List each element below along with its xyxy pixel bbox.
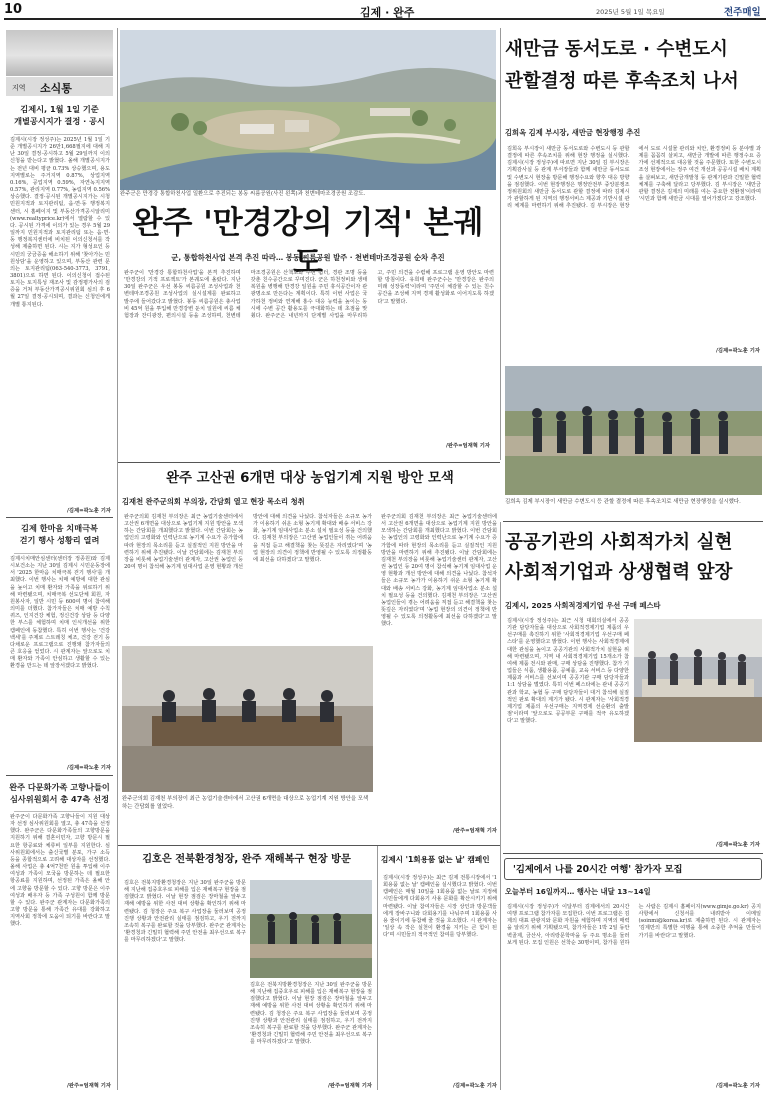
officials-site-visit-photo (505, 366, 762, 495)
right1-photo (505, 366, 762, 495)
bottom-right-body: 김제시(시장 정성주)가 이달부터 김제에서의 20시간 여행 프로그램 참가자를 모집한다. 이번 프로그램은 김제의 대표 관광지와 문화 자원을 체험하며 지역의 매력을 알리기 위해 기획됐으며, 참가자들은 1박 2일 동안 벽골제, 금산사, 아리랑문학마을 등 주요 명소를 둘러보게 된다. 모집 인원은 선착순 30명이며, 참가를 원하는 사람은 김제시 홈페이지(www.gimje.go.kr) 공지사항에서 신청서를 내려받아 이메일(soinmi@korea.kr)로 제출하면 된다. 시 관계자는 '김제만의 특별한 여행을 통해 소중한 추억을 만들어 가기를 바란다'고 말했다. (507, 904, 761, 946)
bottom-left-photo (250, 880, 372, 978)
newspaper-name: 전주매일 (724, 7, 761, 18)
middle-photo (122, 646, 373, 792)
brief1-title (6, 103, 113, 129)
section-title: 김제 · 완주 (360, 6, 415, 19)
bottom-left-byline: /완주=엄재혁 기자 (327, 1083, 372, 1089)
bottom-right-subhead: 오늘부터 16일까지… 행사는 내달 13~14일 (505, 887, 651, 896)
sidebar-banner (6, 30, 113, 76)
brief1-body: 김제시(시장 정성주)는 2025년 1월 1일 기준 개별공시지가 26만1,668필지에 대해 지난 30일 결정·공시하고 5월 29일까지 이의신청을 받는다고 밝혔다. 올해 개별공시지가는 전년 대비 평균 0.73% 상승했으며, 용도지역별로는 주거지역 0.87%, 상업지역 0.16%, 공업지역 0.59%, 자연녹지지역 0.57%, 관리지역 0.77%, 농림지역 0.56% 상승했다. 결정·공시된 개별공시지가는 시청 민원지적과 토지관리팀, 읍·면·동 행정복지센터, 시 홈페이지 및 부동산가격공시알리미(www.realtyprice.kr)에서 열람할 수 있다. 공시된 가격에 이의가 있는 경우 5월 29일까지 민원지적과 토지관리팀 또는 읍·면·동 행정복지센터에 비치된 이의신청서를 작성해 제출하면 된다. 시는 지가 형성요인 등 시민의 궁금증을 해소하기 위해 '찾아가는 민원상담'을 운영하고 있으며, 부동산 관련 문의는 토지관리팀(063-540-3773, 3791, 3801)으로 하면 된다. 이의신청이 접수된 토지는 토지특성 재조사 및 감정평가사의 검증을 거쳐 부동산가격공시위원회 심의 후 6월 27일 결정·공시되며, 결과는 신청인에게 개별 통지된다. (10, 137, 110, 308)
right1-byline: /김제=곽노훈 기자 (715, 348, 760, 354)
brief3-byline: /완주=엄재혁 기자 (66, 1083, 111, 1089)
bottom-center-body: 김제시(시장 정성주)는 최근 김제 전통시장에서 '1회용품 없는 날' 캠페인을 실시했다고 밝혔다. 이번 캠페인은 매월 10일을 1회용품 없는 날로 지정해 시민들에게 다회용기 사용 문화를 확산시키기 위해 마련됐다. 이날 참여자들은 시장 상인과 방문객들에게 장바구니와 다회용기를 나눠주며 1회용품 사용 줄이기에 동참해 줄 것을 호소했다. 시 관계자는 '일상 속 작은 실천이 환경을 지키는 큰 힘이 된다'며 시민들의 적극적인 참여를 당부했다. (383, 875, 497, 939)
brief2-body: 김제시치매안심센터(센터장 정종원)와 김제시보건소는 지난 30일 김제시 시민운동장에서 '2025 한마음 치매극복 걷기 행사'를 개최했다. 이번 행사는 치매 예방에 대한 관심을 높이고 치매 환자와 가족을 위로하기 위해 마련됐으며, 치매극복 선도단체 회원, 자원봉사자, 일반 시민 등 600여 명이 참여해 의미를 더했다. 참가자들은 치매 예방 수칙 퀴즈, 인지건강 체험, 정신건강 상담 등 다양한 부스를 체험하며 치매 인식개선을 위한 캠페인에 동참했다. 특히 이번 행사는 '건강백세'를 주제로 스트레칭 체조, 건강 걷기 등 다채로운 프로그램으로 진행돼 참가자들의 큰 호응을 얻었다. 시 관계자는 앞으로도 치매 환자와 가족이 안심하고 생활할 수 있는 환경을 만드는 데 앞장서겠다고 밝혔다. (10, 556, 110, 670)
right2-photo (634, 619, 762, 742)
bottom-left-headline: 김호은 전북환경청장, 완주 재해복구 현장 방문 (142, 854, 351, 865)
masthead (4, 2, 766, 20)
brief2-title-line1: 김제 한마음 치매극복 (21, 523, 98, 533)
brief1-title-line2: 개별공시지가 결정 · 공시 (14, 116, 105, 126)
right2-headline-line1: 공공기관의 사회적가치 실현 (505, 532, 733, 553)
right1-headline-line1: 새만금 동서도로 · 수변도시 (505, 39, 728, 60)
right1-subhead: 김희옥 김제 부시장, 새만금 현장행정 추진 (505, 128, 641, 137)
right2-headline-line2: 사회적기업과 상생협력 앞장 (505, 562, 733, 583)
middle-headline: 완주 고산권 6개면 대상 농업기계 지원 방안 모색 (166, 471, 454, 486)
top-story-photo (120, 30, 496, 190)
right1-body: 김희옥 부시장이 새만금 동서도로와 수변도시 등 관할 결정에 따른 후속조치를 위해 현장 행정을 실시했다. 김제시(시장 정성주)에 따르면 지난 30일 김 부시장은 기획감사실 등 관계 부서장들과 함께 새만금 동서도로 및 수변도시 현장을 방문해 행정수요와 향후 대응 방향을 점검했다. 이번 현장행정은 행정안전부 중앙분쟁조정위원회의 새만금 동서도로 관할 결정에 따라 김제시가 관할하게 된 지역의 행정서비스 제공과 기반시설 관리 체계를 마련하기 위해 추진됐다. 김 부시장은 현장에서 도로 시설물 관리와 치안, 환경정비 등 분야별 과제를 꼼꼼히 살피고, 새만금 개발에 따른 행정수요 증가에 선제적으로 대응할 것을 주문했다. 또한 수변도시 조성 현장에서는 정주 여건 개선과 공공시설 배치 계획을 살펴보고, 새만금개발청 등 관계기관과 긴밀한 협력체계를 구축해 달라고 당부했다. 김 부시장은 '새만금 관할 결정은 김제의 미래를 여는 중요한 전환점'이라며 '시민과 함께 새만금 시대를 열어가겠다'고 강조했다. (507, 146, 761, 210)
bottom-center-byline: /김제=곽노훈 기자 (452, 1083, 497, 1089)
middle-body: 완주군의회 김재천 부의장은 최근 농업기술센터에서 고산권 6개면을 대상으로 농업기계 지원 방안을 모색하는 간담회를 개최했다고 밝혔다. 이번 간담회는 농업인의 고령화와 인력난으로 농기계 수요가 증가함에 따라 현장의 목소리를 듣고 실질적인 지원 방안을 마련하기 위해 추진됐다. 이날 간담회에는 김재천 부의장을 비롯해 농업기술센터 관계자, 고산권 농업인 등 20여 명이 참석해 농기계 임대사업 운영 현황과 개선 방안에 대해 의견을 나눴다. 참석자들은 소규모 농가가 이용하기 쉬운 소형 농기계 확대와 배송 서비스 강화, 농기계 임대사업소 분소 설치 필요성 등을 건의했다. 김재천 부의장은 '고산권 농업인들이 겪는 어려움을 직접 듣고 해결책을 찾는 뜻깊은 자리였다'며 '농업 현장의 의견이 정책에 반영될 수 있도록 의정활동에 최선을 다하겠다'고 말했다. (124, 514, 372, 571)
brief2-title (6, 522, 113, 548)
brief2-title-line2: 걷기 행사 성황리 열려 (19, 535, 100, 545)
sidebar-header (6, 77, 113, 96)
brief3-title-line2: 심사위원회서 총 47측 선정 (9, 794, 110, 804)
top-story-body: 완주군이 '만경강 통합하천사업'을 본격 추진하며 '만경강의 기적 프로젝트'가 본궤도에 올랐다. 지난 30일 완주군은 우선 봉동 씨름공원 조성사업과 천변테마조경공원 조성사업의 실시설계를 완료하고 발주에 들어갔다고 밝혔다. 봉동 씨름공원은 총사업비 45억 원을 투입해 만경강변 둔치 일원에 씨름 체험장과 잔디광장, 편의시설 등을 조성하며, 천변테마조경공원은 산책로와 수변 쉼터, 경관 조명 등을 갖춘 친수공간으로 꾸며진다. 군은 하천정비와 생태복원을 병행해 만경강 일원을 주민 휴식공간이자 관광명소로 만든다는 계획이다. 특히 이번 사업은 국가하천 정비와 연계해 홍수 대응 능력을 높이는 동시에 수변 공간 활용도를 극대화하는 데 초점을 맞췄다. 완주군은 내년까지 단계별 사업을 마무리하고, 주민 의견을 수렴해 프로그램 운영 방안도 마련할 방침이다. 유희태 완주군수는 '만경강은 완주의 미래 성장동력'이라며 '주민이 체감할 수 있는 친수 공간을 조성해 지역 경제 활성화로 이어지도록 하겠다'고 말했다. (124, 270, 494, 319)
right2-byline: /김제=곽노훈 기자 (715, 842, 760, 848)
sidebar-header-prefix: 지역 (12, 84, 26, 92)
right1-photo-caption: 김희옥 김제 부시장이 새만금 수변도시 등 관할 결정에 따른 후속조치로 새만금 현장행정을 실시했다. (505, 499, 741, 505)
disaster-recovery-photo (250, 880, 372, 978)
page-number: 10 (4, 2, 23, 17)
brief1-title-line1: 김제시, 1월 1일 기준 (20, 104, 99, 114)
middle-subhead: 김재천 완주군의회 부의장, 간담회 열고 현장 목소리 청취 (122, 497, 305, 506)
middle-photo-caption: 완주군의회 김재천 부의장이 최근 농업기술센터에서 고산권 6개면을 대상으로 농업기계 지원 방안을 모색하는 간담회를 열었다. (122, 796, 369, 810)
bottom-left-body-continued: 김호은 전북지방환경청장은 지난 30일 완주군을 방문해 지난해 집중호우로 피해를 입은 재해복구 현장을 점검했다고 밝혔다. 이날 현장 점검은 장마철을 앞두고 재해 예방을 위한 사전 대비 상황을 확인하기 위해 마련됐다. 김 청장은 주요 복구 사업장을 둘러보며 공정 진행 상황과 안전관리 실태를 점검하고, 우기 전까지 조속히 복구를 완료할 것을 당부했다. 완주군 관계자는 '환경청과 긴밀히 협력해 주민 안전을 최우선으로 복구를 마무리하겠다'고 말했다. (250, 982, 372, 1046)
sidebar-header-label: 소식통 (40, 82, 72, 95)
right1-headline (505, 34, 763, 110)
top-story-headline: 완주 '만경강의 기적' 본궤도 (132, 205, 484, 281)
brief2-byline: /김제=곽노훈 기자 (66, 765, 111, 771)
council-meeting-photo (122, 646, 373, 792)
travel-headline-box (504, 858, 762, 880)
top-story-subhead: 군, 통합하천사업 본격 추진 따라… 봉동 씨름공원 발주 · 천변테마조경공원 순차 추진 (171, 253, 445, 262)
bottom-center-headline: 김제시 '1회용품 없는 날' 캠페인 (381, 855, 490, 864)
top-story-photo-caption: 완주군은 만경강 통합하천사업 일환으로 추진되는 봉동 씨름공원(사진 왼쪽)과 천변테마조경공원 조감도. (120, 191, 366, 197)
right2-headline (505, 528, 763, 598)
issue-date: 2025년 5월 1일 목요일 (596, 8, 665, 16)
brief3-body: 완주군이 다문화가족 고향나들이 지원 대상자 선정 심사위원회를 열고, 총 47측을 선정했다. 완주군은 다문화가족들의 고향방문을 지원하기 위해 결혼이민자, 고향 방문시 필요한 항공료와 체류비 일부를 지원한다. 심사위원회에서는 출신국별 분포, 가구 소득 등을 종합적으로 고려해 대상자를 선정했다. 올해 사업은 총 4억7천만 원을 투입해 이주 여성과 가족이 모국을 방문하는 데 필요한 항공료를 지원하며, 선정된 가족은 올해 안에 고향을 방문할 수 있다. 고향 방문은 이주여성과 배우자 등 가족 구성원이 함께 방문할 수 있다. 완주군 관계자는 다문화가족의 고향 방문을 통해 가족간 유대를 강화하고 지역사회 정착에 도움이 되기를 바란다고 말했다. (10, 814, 110, 928)
bottom-left-body: 김호은 전북지방환경청장은 지난 30일 완주군을 방문해 지난해 집중호우로 피해를 입은 재해복구 현장을 점검했다고 밝혔다. 이날 현장 점검은 장마철을 앞두고 재해 예방을 위한 사전 대비 상황을 확인하기 위해 마련됐다. 김 청장은 주요 복구 사업장을 둘러보며 공정 진행 상황과 안전관리 실태를 점검하고, 우기 전까지 조속히 복구를 완료할 것을 당부했다. 완주군 관계자는 '환경청과 긴밀히 협력해 주민 안전을 최우선으로 복구를 마무리하겠다'고 말했다. (124, 880, 246, 944)
brief1-byline: /김제=곽노훈 기자 (66, 508, 111, 514)
right2-body-col1: 김제시(시장 정성주)는 최근 시청 대회의실에서 공공기관 담당자들을 대상으로 사회적경제기업 제품의 우선구매를 촉진하기 위한 '사회적경제기업 우선구매 페스타'를 운영했다고 밝혔다. 이번 행사는 사회적경제에 대한 관심을 높이고 공공기관의 사회적가치 실현을 위해 마련됐으며, 지역 내 사회적경제기업 15개소가 참여해 제품 전시와 판매, 구매 상담을 진행했다. 참가 기업들은 식품, 생활용품, 공예품, 교육 서비스 등 다양한 제품과 서비스를 선보이며 공공기관 구매 담당자들과 1:1 상담을 벌였다. 특히 이번 페스타에는 관내 공공기관과 학교, 농협 등 구매 담당자들이 대거 참석해 실질적인 판로 확대의 계기가 됐다. 시 관계자는 '사회적경제기업 제품의 우선구매는 지역경제 선순환의 출발점'이라며 '앞으로도 공공부문 구매를 적극 유도하겠다'고 말했다. (507, 618, 629, 725)
brief3-title-line1: 완주 다문화가족 고향나들이 (9, 782, 110, 792)
park-rendering-illustration (120, 30, 496, 190)
middle-byline: /완주=엄재혁 기자 (452, 828, 497, 834)
brief3-title (6, 781, 113, 807)
top-story-byline: /완주=엄재혁 기자 (445, 443, 490, 449)
right2-subhead: 김제시, 2025 사회적경제기업 우선 구매 페스타 (505, 601, 661, 610)
middle-body-continued: 완주군의회 김재천 부의장은 최근 농업기술센터에서 고산권 6개면을 대상으로 농업기계 지원 방안을 모색하는 간담회를 개최했다고 밝혔다. 이번 간담회는 농업인의 고령화와 인력난으로 농기계 수요가 증가함에 따라 현장의 목소리를 듣고 실질적인 지원 방안을 마련하기 위해 추진됐다. 이날 간담회에는 김재천 부의장을 비롯해 농업기술센터 관계자, 고산권 농업인 등 20여 명이 참석해 농기계 임대사업 운영 현황과 개선 방안에 대해 의견을 나눴다. 참석자들은 소규모 농가가 이용하기 쉬운 소형 농기계 확대와 배송 서비스 강화, 농기계 임대사업소 분소 설치 필요성 등을 건의했다. 김재천 부의장은 '고산권 농업인들이 겪는 어려움을 직접 듣고 해결책을 찾는 뜻깊은 자리였다'며 '농업 현장의 의견이 정책에 반영될 수 있도록 의정활동에 최선을 다하겠다'고 말했다. (381, 514, 497, 628)
bottom-right-headline: '김제에서 나를 20시간 여행' 참가자 모집 (513, 864, 683, 875)
right1-headline-line2: 관할결정 따른 후속조치 나서 (505, 71, 739, 92)
festa-booth-photo (634, 619, 762, 742)
bottom-right-byline: /김제=곽노훈 기자 (715, 1083, 760, 1089)
